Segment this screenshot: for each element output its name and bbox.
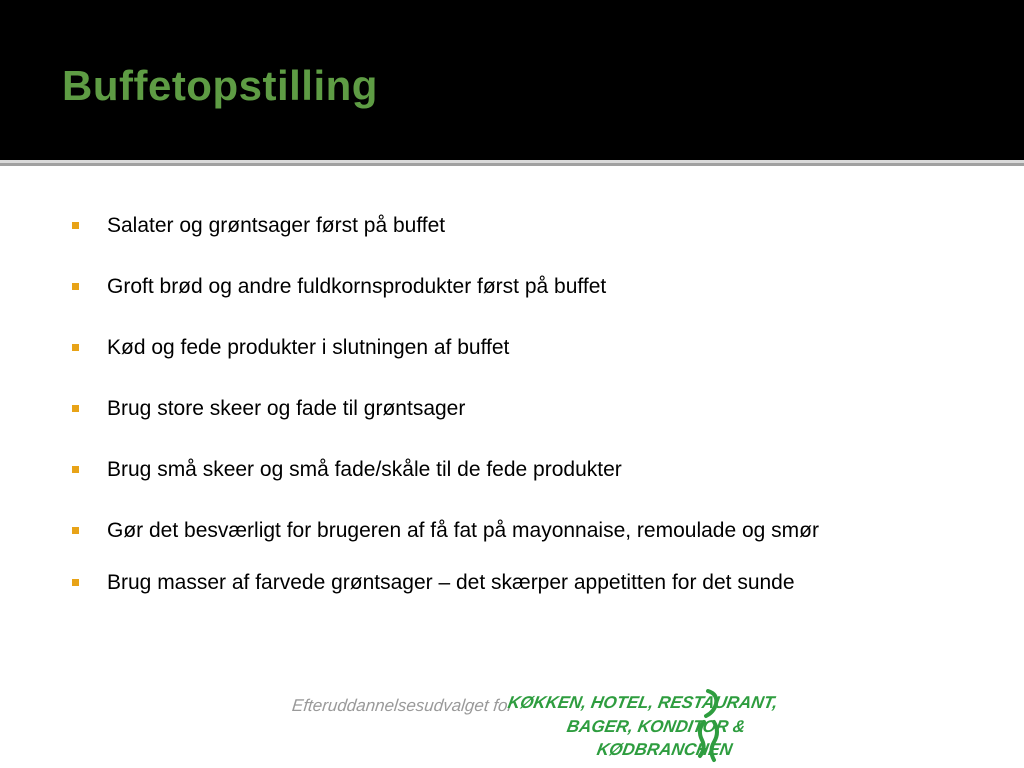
square-bullet-icon bbox=[72, 579, 79, 586]
logo-line-1: KØKKEN, HOTEL, RESTAURANT, bbox=[506, 693, 780, 712]
bullet-text: Salater og grøntsager først på buffet bbox=[107, 214, 446, 237]
footer-logo bbox=[291, 688, 780, 764]
title-bar bbox=[0, 0, 1024, 160]
bullet-item bbox=[68, 332, 968, 363]
square-bullet-icon bbox=[72, 283, 79, 290]
square-bullet-icon bbox=[72, 466, 79, 473]
bullet-item bbox=[68, 515, 968, 546]
square-bullet-icon bbox=[72, 344, 79, 351]
bullet-text: Brug små skeer og små fade/skåle til de fede produkter bbox=[107, 458, 622, 481]
logo-line-2: BAGER, KONDITOR & bbox=[565, 717, 747, 736]
bullet-text: Groft brød og andre fuldkornsprodukter først på buffet bbox=[107, 275, 607, 298]
divider-line-shadow bbox=[0, 163, 1024, 166]
bullet-text: Kød og fede produkter i slutningen af buffet bbox=[107, 336, 510, 359]
slide-title: Buffetopstilling bbox=[62, 62, 378, 109]
logo-line-3: KØDBRANCHEN bbox=[595, 740, 734, 759]
bullet-text: Gør det besværligt for brugeren af få fat på mayonnaise, remoulade og smør bbox=[107, 519, 820, 542]
bullet-text: Brug store skeer og fade til grøntsager bbox=[107, 397, 466, 420]
logo-swirl-icon bbox=[694, 688, 724, 764]
bullet-item bbox=[68, 210, 968, 241]
square-bullet-icon bbox=[72, 527, 79, 534]
square-bullet-icon bbox=[72, 222, 79, 229]
bullet-list bbox=[68, 210, 968, 628]
bullet-item bbox=[68, 271, 968, 302]
logo-prefix-text: Efteruddannelsesudvalget for bbox=[291, 696, 515, 715]
bullet-item bbox=[68, 393, 968, 424]
bullet-item bbox=[68, 567, 968, 598]
bullet-text: Brug masser af farvede grøntsager – det skærper appetitten for det sunde bbox=[107, 571, 795, 594]
square-bullet-icon bbox=[72, 405, 79, 412]
bullet-item bbox=[68, 454, 968, 485]
